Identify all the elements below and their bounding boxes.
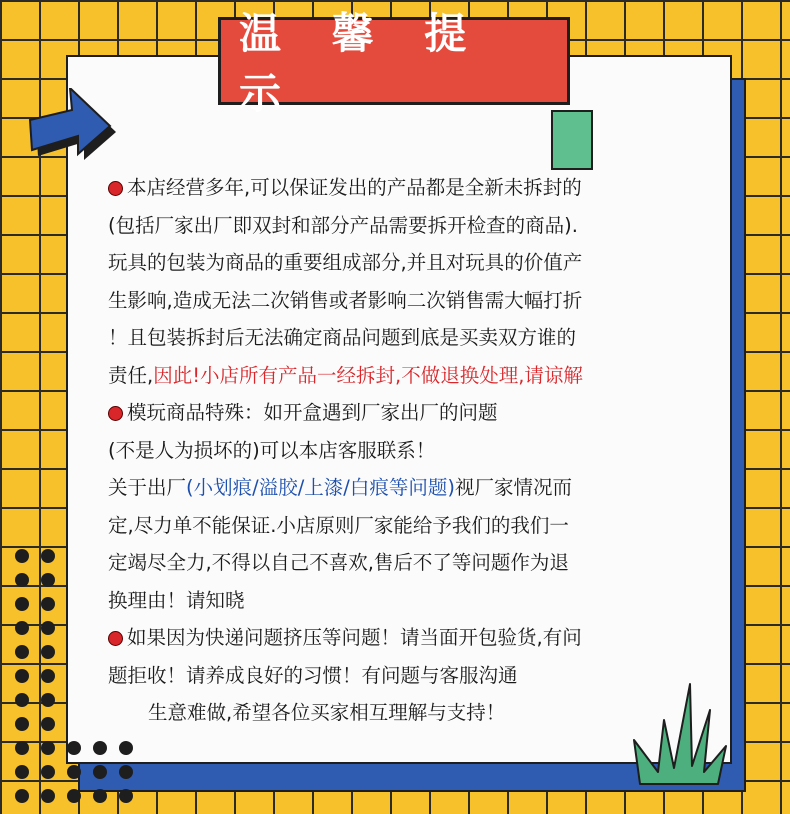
decor-dot (15, 645, 29, 659)
decor-dot (41, 765, 55, 779)
text: 模玩商品特殊：如开盒遇到厂家出厂的问题 (127, 401, 498, 424)
paragraph-2-line-1 (108, 394, 718, 432)
paragraph-2-line-6: 换理由！请知晓 (108, 588, 245, 612)
decor-dot (41, 573, 55, 587)
decor-dot (15, 789, 29, 803)
defect-list: (小划痕/溢胶/上漆/白痕等问题) (186, 476, 455, 499)
paragraph-2-line-3 (108, 469, 718, 507)
title-banner (218, 9, 570, 118)
decor-dot (15, 717, 29, 731)
decor-dot (15, 573, 29, 587)
decor-dot (41, 693, 55, 707)
decor-dot (15, 669, 29, 683)
paragraph-3-line-2: 题拒收！请养成良好的习惯！有问题与客服沟通 (108, 663, 518, 687)
paragraph-1-line-6 (108, 357, 718, 395)
decor-dot (15, 765, 29, 779)
decor-dot (41, 597, 55, 611)
decor-dot (119, 741, 133, 755)
decor-dot (15, 621, 29, 635)
decor-dot (93, 765, 107, 779)
paragraph-3-line-1 (108, 619, 718, 657)
decor-dot (15, 549, 29, 563)
paragraph-1-line-1 (108, 169, 718, 207)
arrow-icon (28, 88, 118, 172)
page-title: 温 馨 提 示 (239, 9, 485, 118)
decor-dot (41, 789, 55, 803)
decor-dot (119, 789, 133, 803)
decor-dot (93, 741, 107, 755)
decor-dot (41, 645, 55, 659)
decor-dot (67, 765, 81, 779)
decor-dot (15, 693, 29, 707)
decor-dot (15, 597, 29, 611)
paragraph-1-line-2: (包括厂家出厂即双封和部分产品需要拆开检查的商品). (108, 213, 578, 237)
text: 本店经营多年,可以保证发出的产品都是全新未拆封的 (127, 176, 582, 199)
bullet-dot-icon (108, 406, 123, 421)
bullet-dot-icon (108, 181, 123, 196)
paragraph-3-line-3: 生意难做,希望各位买家相互理解与支持！ (148, 701, 506, 724)
paragraph-2-line-2: (不是人为损坏的)可以本店客服联系！ (108, 438, 436, 462)
decor-dot (41, 549, 55, 563)
decor-dot (93, 789, 107, 803)
decor-dot (15, 741, 29, 755)
text: 关于出厂 (108, 476, 187, 499)
decor-dot (41, 621, 55, 635)
decor-dot (41, 717, 55, 731)
notice-content (108, 169, 718, 732)
decor-dot (67, 789, 81, 803)
paragraph-1-line-5: ！且包装拆封后无法确定商品问题到底是买卖双方谁的 (108, 326, 577, 349)
decor-dot (41, 669, 55, 683)
paragraph-1-line-3: 玩具的包装为商品的重要组成部分,并且对玩具的价值产 (108, 251, 583, 274)
paragraph-1-line-4: 生影响,造成无法二次销售或者影响二次销售需大幅打折 (108, 288, 583, 312)
decor-dot (67, 741, 81, 755)
bullet-dot-icon (108, 631, 123, 646)
paragraph-2-line-5: 定竭尽全力,不得以自己不喜欢,售后不了等问题作为退 (108, 551, 569, 574)
no-return-notice: 因此!小店所有产品一经拆封,不做退换处理,请谅解 (153, 363, 583, 387)
decor-dot (41, 741, 55, 755)
decor-dot (119, 765, 133, 779)
text: 视厂家情况而 (454, 476, 572, 499)
text: 责任, (108, 363, 154, 387)
text: 如果因为快递问题挤压等问题！请当面开包验货,有问 (127, 626, 582, 649)
paragraph-2-line-4: 定,尽力单不能保证.小店原则厂家能给予我们的我们一 (108, 513, 569, 537)
